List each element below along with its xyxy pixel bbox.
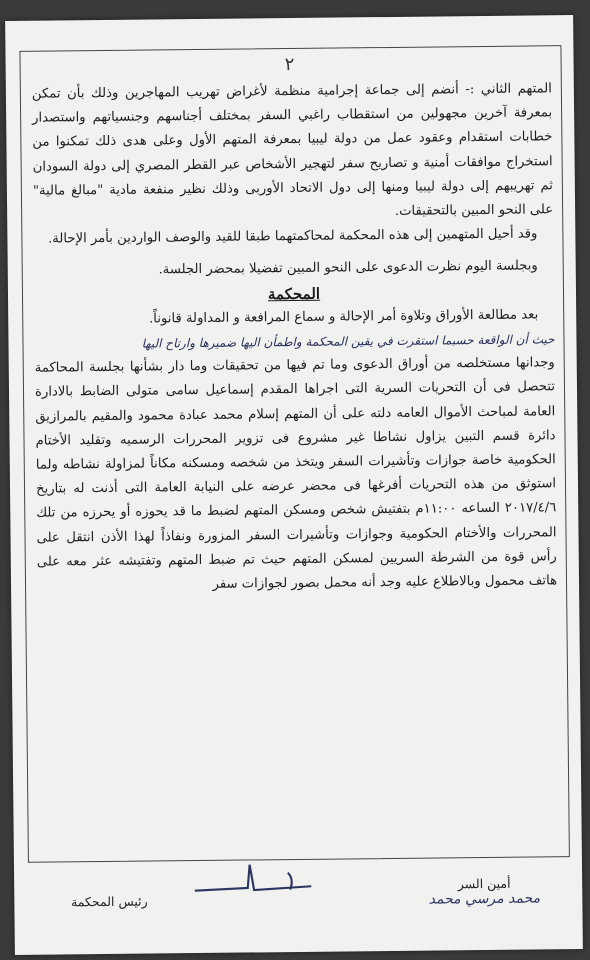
- president-signature-icon: [184, 853, 365, 905]
- paragraph-session: وبجلسة اليوم نظرت الدعوى على النحو المبين تفضيلا بمحضر الجلسة.: [158, 258, 538, 278]
- handwritten-insert: حيث أن الواقعة حسبما استقرت في يقين المحكمة واطمأن اليها ضميرها وارتاح اليها: [141, 332, 555, 351]
- paragraph-referral: وقد أحيل المتهمين إلى هذه المحكمة لمحاكمتهما طبقا للقيد والوصف الواردين بأمر الإحالة.: [48, 226, 538, 247]
- secretary-label: أمين السر: [457, 875, 511, 892]
- paragraph-second-defendant: المتهم الثاني :- أنضم إلى جماعة إجرامية منظمة لأغراض تهريب المهاجرين وذلك بأن تمكن بمعرفة آخرين مجهولين من استقطاب راغبي السفر بمختلف أجناسهم وجنسياتهم واستصدار خطابات استقدام وعقود عمل من دولة ليبيا بمعرفة المتهم الأول وعلى هدى ذلك تمكنوا من استخراج موافقات أمنية و تصاريح سفر لتهجير الأشخاص عبر القطر المصري إلى دولة السودان ثم تهريبهم إلى دولة ليبيا ومنها إلى دول الاتحاد الأوربى وذلك نظير منفعة مادية "مبالغ مالية" على النحو المبين بالتحقيقات.: [31, 81, 554, 219]
- secretary-signature: محمد مرسي محمد: [428, 890, 541, 908]
- section-heading-court: المحكمة: [267, 284, 321, 303]
- paragraph-intro: بعد مطالعة الأوراق وتلاوة أمر الإحالة و سماع المرافعة و المداولة قانوناً.: [148, 307, 539, 327]
- paragraph-facts: وجدانها مستخلصه من أوراق الدعوى وما تم فيها من تحقيقات وما دار بشأنها بجلسة المحاكمة تتحصل فى أن التحريات السرية التى اجراها المقدم إسماعيل سامى متولى الضابط بالادارة العامة لمباحث الأموال العامه دلته على أن المتهم إسلام محمد عبادة محمود والمقيم بالمرازيق دائرة قسم التبين يزاول نشاطا غير مشروع فى تزوير المحررات الرسميه وتقليد الأختام الحكومية خاصة جوازات وتأشيرات السفر ويتخذ من شخصه ومسكنه مكاناً لمزاولة نشاطه ولما استوثق من هذه التحريات أفرغها فى محضر عرضه على النيابة العامة التى أذنت له بتاريخ ٢٠١٧/٤/٦ الساعه ١١:٠٠م بتفتيش شخص ومسكن المتهم لضبط ما قد يحوزه أو يحرزه من تلك المحررات والأختام الحكومية وجوازات وتأشيرات السفر المزورة ونفاذاً لهذا الأذن انتقل على رأس قوة من الشرطة السريين لمسكن المتهم حيث تم ضبط المتهم وتفتيشه عثر معه على هاتف محمول وبالاطلاع عليه وجد أنه محمل بصور لجوازات سفر: [34, 355, 558, 592]
- document-body: [32, 77, 557, 599]
- document-page: [5, 15, 583, 955]
- president-block: [44, 893, 174, 909]
- president-label: رئيس المحكمة: [70, 893, 148, 910]
- secretary-block: [414, 875, 554, 907]
- page-number: ٢: [284, 53, 295, 76]
